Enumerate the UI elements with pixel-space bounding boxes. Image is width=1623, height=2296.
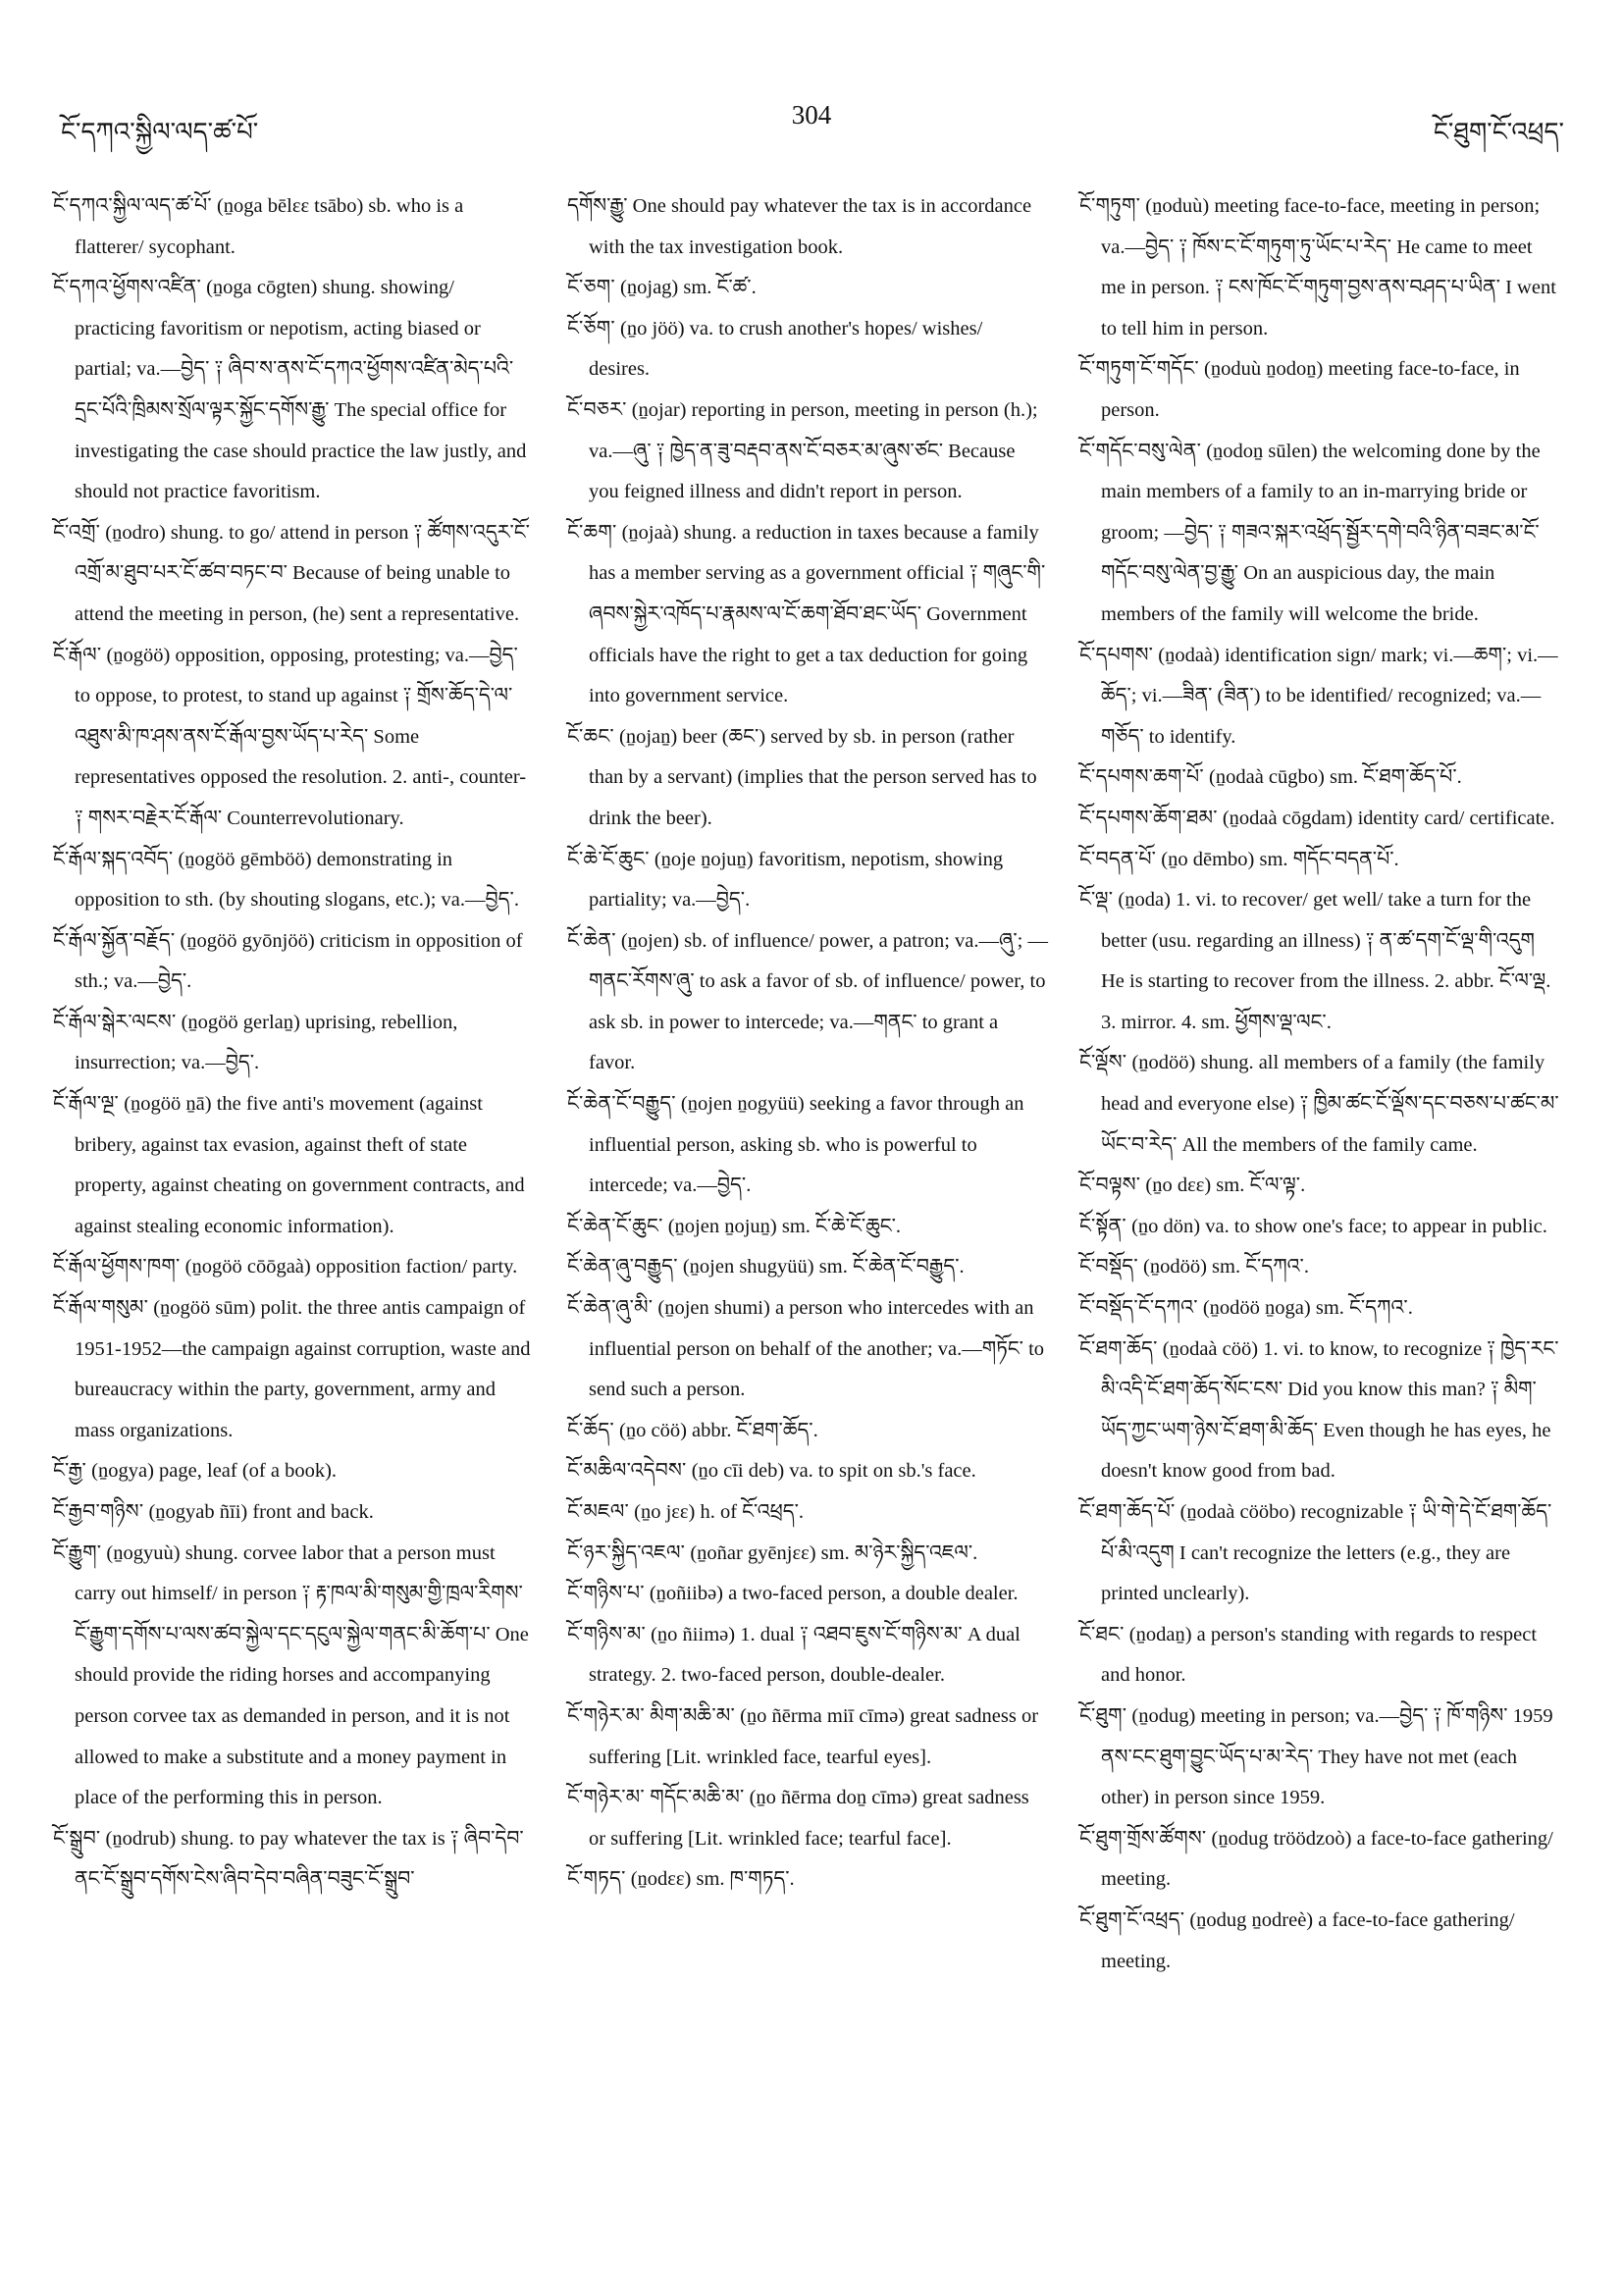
- entry-headword: ངོ་དཀའ་སྐྱིལ་ལད་ཚ་པོ་: [53, 195, 212, 217]
- entry-romanization: (ṉogöö gerlaṉ): [181, 1011, 300, 1033]
- entry-headword: ངོ་ཆེ་ངོ་ཆུང་: [567, 848, 650, 870]
- entry-romanization: (ṉojaṉ): [619, 725, 678, 748]
- dictionary-entry: [53, 186, 534, 268]
- entry-headword: ངོ་རྒྱབ་གཉིས་: [53, 1501, 144, 1523]
- dictionary-entry: [53, 840, 534, 921]
- entry-romanization: (ṉodaà): [1158, 644, 1220, 666]
- entry-romanization: (ṉoduù ṉodoṉ): [1204, 358, 1324, 381]
- dictionary-entry: [567, 1411, 1048, 1452]
- dictionary-entry: [567, 1615, 1048, 1696]
- entry-romanization: (ṉo dēmbo): [1161, 848, 1255, 870]
- dictionary-entry: [1079, 1166, 1560, 1207]
- entry-definition: polit. the three antis campaign of 1951-1952—the campaign against corruption, waste and bureaucracy within the party, government, army and mass organizations.: [75, 1297, 531, 1441]
- dictionary-entry: [53, 1288, 534, 1451]
- page-number: 304: [791, 100, 832, 130]
- entry-headword: ངོ་གཏད་: [567, 1868, 626, 1891]
- entry-romanization: (ṉodoṉ sūlen): [1206, 440, 1318, 462]
- entry-definition: sm. ངོ་ལ་ལྟ་.: [1211, 1174, 1306, 1197]
- entry-definition: shung. to pay whatever the tax is ༑ ཞིབ་དེབ་ནང་ངོ་སྒྲུབ་དགོས་ངེས་ཞིབ་དེབ་བཞིན་བཟུང་ངོ་སྒྲུབ་: [75, 1827, 524, 1891]
- dictionary-entry: [53, 1534, 534, 1819]
- dictionary-entry: [53, 1492, 534, 1534]
- entry-headword: ངོ་ཆག་: [567, 521, 617, 544]
- entry-romanization: (ṉogöö gyōnjöö): [180, 929, 315, 952]
- entry-romanization: (ṉo ñiimə): [651, 1623, 736, 1645]
- entry-romanization: (ṉojen shugyüü): [682, 1256, 814, 1278]
- entry-definition: sm. ངོ་དཀའ་.: [1310, 1297, 1413, 1320]
- entry-headword: ངོ་སྟོན་: [1079, 1215, 1126, 1237]
- entry-headword: ངོ་གདོང་བསུ་ལེན་: [1079, 440, 1202, 462]
- entry-romanization: (ṉogya): [91, 1460, 154, 1483]
- entry-definition: sm. ངོ་ཐག་ཆོད་པོ་.: [1324, 766, 1462, 789]
- entry-romanization: (ṉodug): [1131, 1704, 1196, 1727]
- entry-romanization: (ṉodaṉ): [1128, 1623, 1192, 1645]
- entry-definition: meeting face-to-face, meeting in person; va.—བྱེད་ ༑ ཁོས་ང་ངོ་གཏུག་ཏུ་ཡོང་པ་རེད་ He came to meet me in person. ༑ ངས་ཁོང་ངོ་གཏུག་བྱས་ནས་བཤད་པ་ཡིན་ I went to tell him in person.: [1101, 195, 1556, 339]
- entry-headword: ངོ་ཐུག་གྲོས་ཚོགས་: [1079, 1827, 1207, 1850]
- dictionary-entry: [53, 636, 534, 840]
- entry-definition: sb. of influence/ power, a patron; va.—ཞུ་; —གནང་རོགས་ཞུ་ to ask a favor of sb. of influence/ power, to ask sb. in power to intercede; va.—གནང་ to grant a favor.: [589, 929, 1048, 1074]
- entry-romanization: (ṉodεε): [630, 1868, 692, 1891]
- entry-romanization: (ṉoda): [1118, 889, 1171, 912]
- entry-definition: 1. vi. to recover/ get well/ take a turn for the better (usu. regarding an illness) ༑ ན་ཚ་དག་ངོ་ལྡ་གི་འདུག He is starting to recover from the illness. 2. abbr. ངོ་ལ་ལྡ. 3. mirror. 4. sm. ཕྱོགས་ལྡ་ལང་.: [1101, 889, 1551, 1033]
- dictionary-entry: [567, 1574, 1048, 1615]
- entry-headword: ངོ་ཆོད་: [567, 1419, 614, 1441]
- entry-headword: ངོ་ཅོག་: [567, 317, 615, 339]
- dictionary-entry: [1079, 1696, 1560, 1819]
- dictionary-entry: [1079, 1615, 1560, 1696]
- entry-romanization: (ṉoduù): [1145, 195, 1210, 217]
- entry-romanization: (ṉogyuù): [106, 1541, 181, 1564]
- entry-headword: ངོ་ཆང་: [567, 725, 614, 748]
- entry-romanization: (ṉodöö ṉoga): [1202, 1297, 1311, 1320]
- dictionary-entry: [53, 1819, 534, 1901]
- entry-romanization: (ṉodrub): [105, 1827, 177, 1850]
- entry-definition: shung. all members of a family (the family head and everyone else) ༑ ཁྱིམ་ཚང་ངོ་ལྡོས་དང་བཅས་པ་ཚང་མ་ཡོང་བ་རེད་ All the members of the family came.: [1101, 1052, 1559, 1156]
- entry-definition: va. to show one's face; to appear in public.: [1200, 1215, 1547, 1237]
- entry-definition: h. of ངོ་འཕྲད་.: [695, 1501, 805, 1523]
- entry-romanization: (ṉojen shumi): [657, 1297, 770, 1320]
- entry-definition: great sadness or suffering [Lit. wrinkled face, tearful eyes].: [589, 1704, 1039, 1768]
- dictionary-entry: [53, 1451, 534, 1492]
- entry-definition: opposition faction/ party.: [310, 1256, 518, 1278]
- entry-headword: ངོ་རྒོལ་སྐད་འབོད་: [53, 848, 174, 870]
- entry-romanization: (ṉogyab ñīi): [148, 1501, 248, 1523]
- entry-headword: ངོ་ཐང་: [1079, 1623, 1125, 1645]
- entry-definition: abbr. ངོ་ཐག་ཆོད་.: [686, 1419, 818, 1441]
- dictionary-entry: [567, 186, 1048, 268]
- entry-definition: va. to crush another's hopes/ wishes/ desires.: [589, 317, 983, 381]
- entry-romanization: (ṉo ñērma miī cīmə): [740, 1704, 906, 1727]
- entry-definition: a face-to-face gathering/ meeting.: [1101, 1827, 1553, 1891]
- dictionary-entry: [1079, 432, 1560, 636]
- entry-romanization: (ṉodug tröödzoò): [1211, 1827, 1352, 1850]
- entry-romanization: (ṉojen ṉogyüü): [680, 1093, 805, 1116]
- entry-definition: sm. མ་ཉེར་སྐྱིད་འཇལ་.: [815, 1541, 978, 1564]
- entry-headword: ངོ་གཉེར་མ་ གདོང་མཆི་མ་: [567, 1787, 745, 1809]
- dictionary-entry: [567, 309, 1048, 391]
- entry-romanization: (ṉojen): [620, 929, 680, 952]
- entry-definition: va. to spit on sb.'s face.: [784, 1460, 976, 1483]
- dictionary-entry: [53, 513, 534, 636]
- entry-definition: sm. ཁ་གཏད་.: [691, 1868, 795, 1891]
- dictionary-entry: [1079, 840, 1560, 881]
- entry-headword: ངོ་ཆེན་ཞུ་བརྒྱུད་: [567, 1256, 678, 1278]
- dictionary-entry: [1079, 186, 1560, 349]
- entry-headword: ངོ་ལྡོས་: [1079, 1052, 1127, 1074]
- entry-headword: ངོ་དཔགས་ཆོག་ཐམ་: [1079, 807, 1218, 829]
- entry-definition: sm. ངོ་ཆེན་ངོ་བརྒྱུད་.: [813, 1256, 965, 1278]
- entry-headword: ངོ་ཆེན་ཞུ་མི་: [567, 1297, 654, 1320]
- entry-romanization: (ṉogöö sūm): [153, 1297, 256, 1320]
- entry-headword: ངོ་རྒོལ་གསུམ་: [53, 1297, 149, 1320]
- entry-definition: a face-to-face gathering/ meeting.: [1101, 1908, 1515, 1972]
- dictionary-entry: [567, 1207, 1048, 1248]
- dictionary-entry: [1079, 1043, 1560, 1166]
- entry-romanization: (ṉojen ṉojuṉ): [667, 1215, 777, 1237]
- entry-headword: ངོ་མཆིལ་འདེབས་: [567, 1460, 687, 1483]
- entry-definition: sm. ངོ་དཀའ་.: [1206, 1256, 1309, 1278]
- entry-headword: ངོ་ཆེན་ངོ་བརྒྱུད་: [567, 1093, 676, 1116]
- entry-headword: ངོ་ཅག་: [567, 277, 615, 299]
- dictionary-entry: [1079, 1288, 1560, 1330]
- dictionary-entry: [567, 717, 1048, 840]
- dictionary-entry: [53, 1247, 534, 1288]
- entry-headword: ངོ་དཔགས་: [1079, 644, 1154, 666]
- entry-romanization: (ṉodaà cūgbo): [1209, 766, 1325, 789]
- entry-headword: ངོ་ཐུག་ངོ་འཕྲད་: [1079, 1908, 1185, 1931]
- dictionary-entry: [1079, 349, 1560, 431]
- entry-headword: ངོ་ཆེན་: [567, 929, 616, 952]
- entry-definition: recognizable ༑ ཡི་གེ་དེ་ངོ་ཐག་ཆོད་པོ་མི་འདུག I can't recognize the letters (e.g., they are printed unclearly).: [1101, 1501, 1552, 1605]
- entry-definition: uprising, rebellion, insurrection; va.—བྱེད་.: [75, 1011, 458, 1074]
- entry-romanization: (ṉo cöö): [619, 1419, 687, 1441]
- dictionary-entry: [1079, 799, 1560, 840]
- dictionary-entry: [567, 1696, 1048, 1778]
- entry-definition: identification sign/ mark; vi.—ཆག་; vi.—ཆོད་; vi.—ཟིན་ (ཟིན་) to be identified/ recognized; va.—གཅོད་ to identify.: [1101, 644, 1558, 748]
- entry-headword: ངོ་གཉེར་མ་ མིག་མཆི་མ་: [567, 1704, 735, 1727]
- entry-headword: ངོ་རྒྱ་: [53, 1460, 87, 1483]
- running-head-right: ངོ་ཐུག་ངོ་འཕྲད་: [1433, 118, 1564, 146]
- entry-romanization: (ṉoje ṉojuṉ): [654, 848, 754, 870]
- dictionary-entry: [1079, 880, 1560, 1043]
- entry-headword: ངོ་བསྡོད་: [1079, 1256, 1138, 1278]
- entry-definition: shung. showing/ practicing favoritism or nepotism, acting biased or partial; va.—བྱེད་ ༑ ཞིབ་ས་ནས་ངོ་དཀའ་ཕྱོགས་འཛིན་མེད་པའི་དྲང་པོའི་ཁྲིམས་སྲོལ་ལྟར་སྐྱོང་དགོས་རྒྱུ་ The special office for investigating the case should practice the law justly, and should not practice favoritism.: [75, 277, 527, 503]
- entry-headword: ངོ་ལྡ་: [1079, 889, 1114, 912]
- entry-romanization: (ṉoñiibə): [649, 1583, 724, 1605]
- entry-definition: a person's standing with regards to respect and honor.: [1101, 1623, 1538, 1687]
- entry-romanization: (ṉoñar gyēnjεε): [690, 1541, 816, 1564]
- entry-romanization: (ṉo jεε): [634, 1501, 696, 1523]
- entry-definition: a two-faced person, a double dealer.: [723, 1583, 1019, 1605]
- entry-definition: beer (ཆང་) served by sb. in person (rather than by a servant) (implies that the person served has to drink the beer).: [589, 725, 1037, 829]
- entry-headword: ངོ་རྒོལ་: [53, 644, 102, 666]
- entry-headword: ངོ་ཐུག་: [1079, 1704, 1127, 1727]
- entry-definition: 1. vi. to know, to recognize ༑ ཁྱེད་རང་མི་འདི་ངོ་ཐག་ཆོད་སོང་ངས་ Did you know this man? ༑ མིག་ཡོད་ཀྱང་ཡག་ཉེས་ངོ་ཐག་མི་ཆོད་ Even though he has eyes, he doesn't know good from bad.: [1101, 1337, 1559, 1483]
- entry-romanization: (ṉogöö gēmböö): [178, 848, 312, 870]
- entry-romanization: (ṉo cīi deb): [691, 1460, 785, 1483]
- entry-definition: a person who intercedes with an influential person on behalf of the another; va.—གཏོང་ to send such a person.: [589, 1297, 1045, 1401]
- entry-definition: 1. dual ༑ འཐབ་ཇུས་ངོ་གཉིས་མ་ A dual strategy. 2. two-faced person, double-dealer.: [589, 1623, 1021, 1687]
- entry-definition: shung. a reduction in taxes because a family has a member serving as a government official ༑ གཞུང་གི་ཞབས་སྐྱེར་འཁོད་པ་རྣམས་ལ་ངོ་ཆག་ཐོབ་ཐང་ཡོད་ Government officials have the right to get a tax deduction for going into government service.: [589, 521, 1046, 707]
- entry-headword: ངོ་བདན་པོ་: [1079, 848, 1157, 870]
- entry-definition: the five anti's movement (against bribery, against tax evasion, against theft of state property, against cheating on government contracts, and against stealing economic information).: [75, 1093, 525, 1237]
- dictionary-entry: [567, 513, 1048, 717]
- entry-romanization: (ṉodaà cööbo): [1179, 1501, 1296, 1523]
- entry-definition: དགོས་རྒྱུ་ One should pay whatever the tax is in accordance with the tax investigation book.: [567, 195, 1032, 258]
- entry-definition: shung. corvee labor that a person must carry out himself/ in person ༑ རྟ་ཁལ་མི་གསུམ་གྱི་ཁྲལ་རིགས་ངོ་རྒྱུག་དགོས་པ་ལས་ཚབ་སྐྱེལ་དང་དངུལ་སྐྱེལ་གནང་མི་ཆོག་པ་ One should provide the riding horses and accompanying person corvee tax as demanded in person, and it is not allowed to make a substitute and a money payment in place of the performing this in person.: [75, 1541, 529, 1809]
- dictionary-entry: [1079, 1207, 1560, 1248]
- entry-headword: ངོ་སྒྲུབ་: [53, 1827, 101, 1850]
- entry-headword: ངོ་ཆེན་ངོ་ཆུང་: [567, 1215, 663, 1237]
- entry-definition: reporting in person, meeting in person (h.); va.—ཞུ་ ༑ ཁྱེད་ན་ཟུ་བརྡབ་ནས་ངོ་བཅར་མ་ཞུས་ཙང་ Because you feigned illness and didn't report in person.: [589, 398, 1038, 503]
- entry-headword: ངོ་བཅར་: [567, 398, 627, 421]
- entry-definition: meeting in person; va.—བྱེད་ ༑ ཁོ་གཉིས་ 1959 ནས་ངང་ཐུག་བྱུང་ཡོད་པ་མ་རེད་ They have not met (each other) in person since 1959.: [1101, 1704, 1553, 1809]
- entry-romanization: (ṉoga bēlεε tsābo): [216, 195, 364, 217]
- dictionary-entry: [567, 1451, 1048, 1492]
- dictionary-entry: [567, 1084, 1048, 1207]
- dictionary-entry: [1079, 636, 1560, 758]
- column-2: [567, 186, 1048, 1901]
- entry-romanization: (ṉodug ṉodreè): [1189, 1908, 1314, 1931]
- entry-headword: ངོ་ཉར་སྐྱིད་འཇལ་: [567, 1541, 686, 1564]
- dictionary-entry: [567, 268, 1048, 309]
- entry-headword: ངོ་གཉིས་པ་: [567, 1583, 645, 1605]
- entry-romanization: (ṉogöö ṉā): [124, 1093, 212, 1116]
- dictionary-entry: [1079, 757, 1560, 799]
- entry-definition: shung. to go/ attend in person ༑ ཚོགས་འདུར་ངོ་འགྲོ་མ་ཐུབ་པར་ངོ་ཚབ་བཏང་བ་ Because of being unable to attend the meeting in person, (he) sent a representative.: [75, 521, 530, 625]
- entry-romanization: (ṉo dεε): [1145, 1174, 1212, 1197]
- entry-definition: sm. ངོ་ཚ་.: [678, 277, 757, 299]
- entry-headword: ངོ་རྒྱུག་: [53, 1541, 102, 1564]
- entry-romanization: (ṉojaà): [621, 521, 679, 544]
- dictionary-entry: [53, 268, 534, 513]
- dictionary-entry: [1079, 1247, 1560, 1288]
- entry-definition: favoritism, nepotism, showing partiality; va.—བྱེད་.: [589, 848, 1004, 912]
- dictionary-entry: [1079, 1330, 1560, 1492]
- dictionary-entry: [53, 1084, 534, 1247]
- entry-headword: ངོ་ཐག་ཆོད་པོ་: [1079, 1501, 1176, 1523]
- entry-romanization: (ṉodaà cöö): [1162, 1337, 1259, 1360]
- dictionary-entry: [53, 921, 534, 1003]
- entry-headword: ངོ་མཇལ་: [567, 1501, 630, 1523]
- dictionary-entry: [567, 1534, 1048, 1575]
- entry-romanization: (ṉogöö cōōgaà): [184, 1256, 311, 1278]
- entry-definition: sb. who is a flatterer/ sycophant.: [75, 195, 464, 258]
- entry-headword: ངོ་རྒོལ་སྐྱོན་བརྗོད་: [53, 929, 176, 952]
- dictionary-entry: [567, 1288, 1048, 1411]
- entry-definition: meeting face-to-face, in person.: [1101, 358, 1520, 421]
- entry-headword: ངོ་ཐག་ཆོད་: [1079, 1337, 1158, 1360]
- entry-headword: ངོ་རྒོལ་ཕྱོགས་ཁག་: [53, 1256, 181, 1278]
- column-1: [53, 186, 534, 1901]
- column-3: [1079, 186, 1560, 1982]
- entry-definition: sm. གདོང་བདན་པོ་.: [1254, 848, 1399, 870]
- entry-romanization: (ṉo ñērma doṉ cīmə): [749, 1787, 917, 1809]
- entry-romanization: (ṉodaà cōgdam): [1222, 807, 1353, 829]
- entry-definition: page, leaf (of a book).: [153, 1460, 338, 1483]
- entry-definition: demonstrating in opposition to sth. (by shouting slogans, etc.); va.—བྱེད་.: [75, 848, 519, 912]
- entry-romanization: (ṉo dön): [1131, 1215, 1201, 1237]
- entry-headword: ངོ་གཏུག་ངོ་གདོང་: [1079, 358, 1199, 381]
- entry-definition: great sadness or suffering [Lit. wrinkled face; tearful face].: [589, 1787, 1029, 1850]
- dictionary-entry: [567, 921, 1048, 1084]
- dictionary-entry: [567, 1492, 1048, 1534]
- entry-definition: front and back.: [247, 1501, 374, 1523]
- entry-romanization: (ṉogöö): [106, 644, 171, 666]
- dictionary-entry: [567, 1247, 1048, 1288]
- entry-romanization: (ṉojar): [631, 398, 687, 421]
- entry-headword: ངོ་རྒོལ་ལྔ་: [53, 1093, 120, 1116]
- entry-definition: identity card/ certificate.: [1352, 807, 1555, 829]
- entry-headword: ངོ་གཏུག་: [1079, 195, 1141, 217]
- entry-definition: criticism in opposition of sth.; va.—བྱེད་.: [75, 929, 523, 993]
- entry-headword: ངོ་བསྡོད་ངོ་དཀའ་: [1079, 1297, 1198, 1320]
- entry-definition: seeking a favor through an influential person, asking sb. who is powerful to intercede; va.—བྱེད་.: [589, 1093, 1024, 1197]
- dictionary-entry: [567, 840, 1048, 921]
- entry-headword: ངོ་དཀའ་ཕྱོགས་འཛིན་: [53, 277, 201, 299]
- entry-romanization: (ṉodro): [105, 521, 166, 544]
- entry-definition: the welcoming done by the main members of a family to an in-marrying bride or groom; —བྱེད་ ༑ གཟའ་སྐར་འཕྲོད་སྦྱོར་དགེ་བའི་ཉིན་བཟང་མ་ངོ་གདོང་བསུ་ལེན་བྱ་རྒྱུ་ On an auspicious day, the main members of the family will welcome the bride.: [1101, 440, 1541, 625]
- dictionary-entry: [1079, 1901, 1560, 1982]
- entry-headword: ངོ་གཉིས་མ་: [567, 1623, 646, 1645]
- running-head-left: ངོ་དཀའ་སྐྱིལ་ལད་ཚ་པོ་: [61, 118, 259, 146]
- entry-romanization: (ṉoga cōgten): [206, 277, 318, 299]
- entry-definition: opposition, opposing, protesting; va.—བྱེད་ to oppose, to protest, to stand up against ༑ གྲོས་ཆོད་དེ་ལ་འཐུས་མི་ཁ་ཤས་ནས་ངོ་རྒོལ་བྱས་ཡོད་པ་རེད་ Some representatives opposed the resolution. 2. anti-, counter- ༑ གསར་བརྗེར་ངོ་རྒོལ་ Counterrevolutionary.: [75, 644, 527, 829]
- dictionary-entry: [567, 1859, 1048, 1901]
- entry-romanization: (ṉodöö): [1143, 1256, 1207, 1278]
- entry-romanization: (ṉojag): [620, 277, 679, 299]
- dictionary-entry: [567, 1778, 1048, 1859]
- entry-headword: ངོ་བལྟས་: [1079, 1174, 1141, 1197]
- entry-headword: ངོ་དཔགས་ཆག་པོ་: [1079, 766, 1204, 789]
- entry-headword: ངོ་རྒོལ་སྒེར་ལངས་: [53, 1011, 177, 1033]
- dictionary-entry: [1079, 1819, 1560, 1901]
- dictionary-entry: [1079, 1492, 1560, 1615]
- dictionary-entry: [567, 391, 1048, 513]
- entry-romanization: (ṉodöö): [1131, 1052, 1196, 1074]
- dictionary-entry: [53, 1003, 534, 1084]
- entry-definition: sm. ངོ་ཆེ་ངོ་ཆུང་.: [776, 1215, 902, 1237]
- entry-headword: ངོ་འགྲོ་: [53, 521, 101, 544]
- entry-romanization: (ṉo jöö): [620, 317, 685, 339]
